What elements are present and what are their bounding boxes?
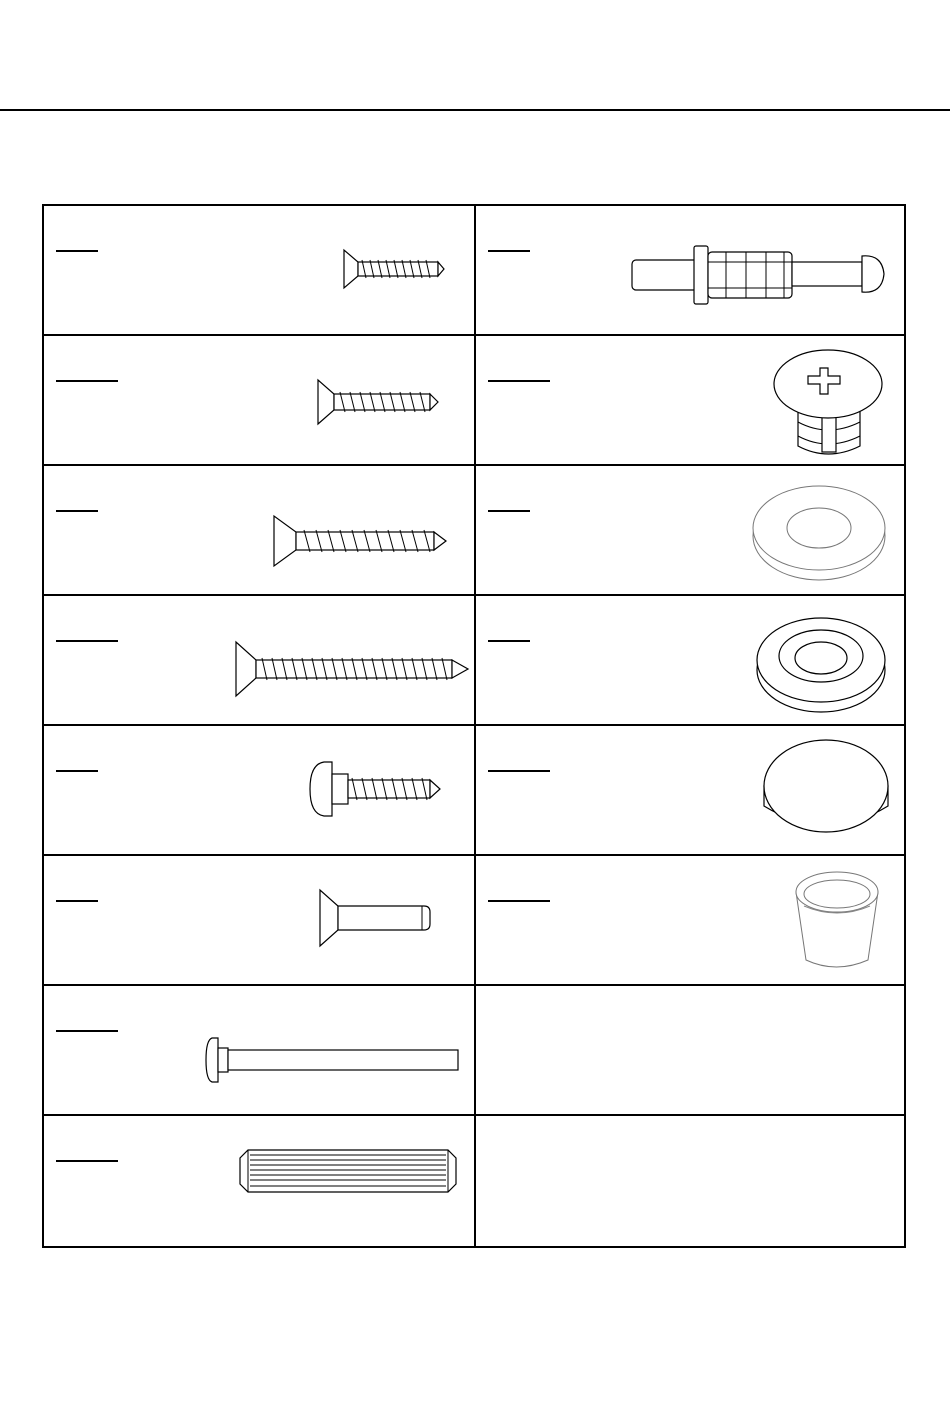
part-cell-2-left — [44, 336, 476, 466]
plastic-cup-icon — [790, 866, 886, 976]
quantity-line — [56, 380, 118, 382]
part-cell-5-right — [476, 726, 906, 856]
stepped-washer-icon — [752, 610, 890, 716]
quantity-line — [56, 1160, 118, 1162]
flat-washer-icon — [748, 480, 890, 584]
part-cell-7-right-empty — [476, 986, 906, 1116]
part-cell-8-left — [44, 1116, 476, 1246]
part-cell-8-right-empty — [476, 1116, 906, 1246]
part-cell-4-left — [44, 596, 476, 726]
part-cell-3-right — [476, 466, 906, 596]
quantity-line — [56, 250, 98, 252]
quantity-line — [488, 250, 530, 252]
cam-dowel-bolt-icon — [626, 242, 888, 308]
hardware-parts-table — [42, 204, 906, 1248]
countersunk-pin-icon — [316, 886, 436, 950]
part-cell-2-right — [476, 336, 906, 466]
header-rule — [0, 109, 950, 111]
part-cell-1-right — [476, 206, 906, 336]
part-cell-1-left — [44, 206, 476, 336]
part-cell-6-left — [44, 856, 476, 986]
quantity-line — [56, 510, 98, 512]
quantity-line — [488, 380, 550, 382]
quantity-line — [56, 640, 118, 642]
part-cell-6-right — [476, 856, 906, 986]
quantity-line — [56, 770, 98, 772]
medium-wood-screw-icon — [312, 376, 442, 428]
extra-long-wood-screw-icon — [232, 638, 472, 700]
quantity-line — [56, 900, 98, 902]
part-cell-4-right — [476, 596, 906, 726]
part-cell-5-left — [44, 726, 476, 856]
long-bolt-icon — [204, 1034, 464, 1086]
quantity-line — [488, 510, 530, 512]
quantity-line — [488, 640, 530, 642]
cam-lock-fitting-icon — [768, 346, 888, 466]
short-wood-screw-icon — [338, 246, 448, 292]
quantity-line — [56, 1030, 118, 1032]
part-cell-7-left — [44, 986, 476, 1116]
long-wood-screw-icon — [270, 512, 450, 570]
quantity-line — [488, 900, 550, 902]
pan-head-screw-icon — [306, 756, 446, 822]
wooden-dowel-icon — [238, 1146, 460, 1196]
part-cell-3-left — [44, 466, 476, 596]
quantity-line — [488, 770, 550, 772]
cover-cap-icon — [760, 734, 892, 844]
